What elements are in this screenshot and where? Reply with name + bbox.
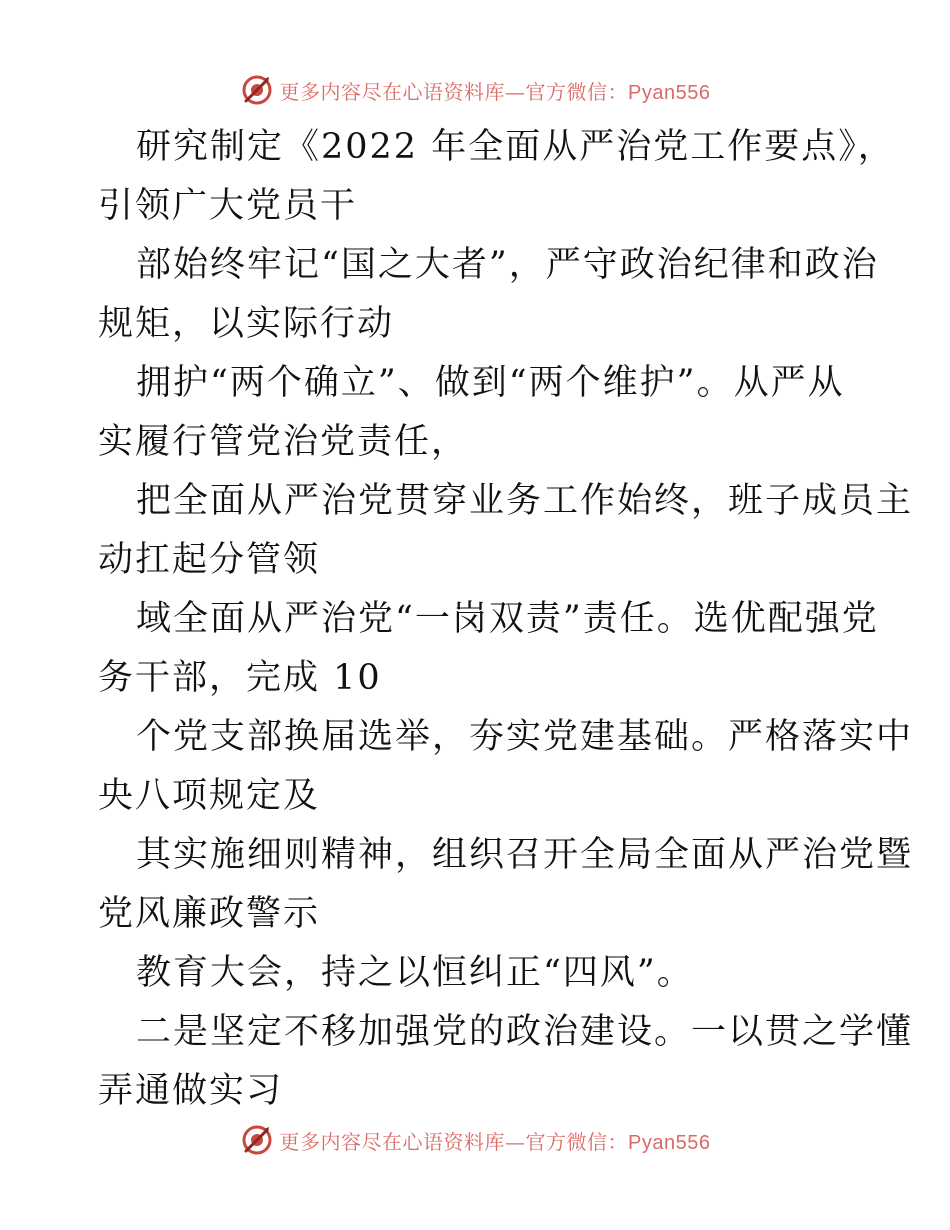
footer-banner-text [280,1126,711,1155]
body-line-14: 党风廉政警示 [98,894,321,934]
body-line-4: 规矩，以实际行动 [98,304,395,344]
body-line-11: 个党支部换届选举，夯实党建基础。严格落实中 [136,717,914,757]
body-line-12: 央八项规定及 [98,776,321,816]
body-line-2: 引领广大党员干 [98,186,358,226]
pen-logo-icon [240,1123,274,1157]
header-banner-text [280,76,711,105]
body-line-1: 研究制定《2022 年全面从严治党工作要点》， [136,127,895,167]
header-banner-inner [240,73,711,107]
footer-banner-cn: 更多内容尽在心语资料库—官方微信： [279,1129,629,1154]
body-line-15: 教育大会，持之以恒纠正“四风”。 [136,953,694,993]
body-line-7: 把全面从严治党贯穿业务工作始终，班子成员主 [136,481,914,521]
body-line-3: 部始终牢记“国之大者”，严守政治纪律和政治 [136,245,879,285]
body-line-8: 动扛起分管领 [98,540,321,580]
body-line-13: 其实施细则精神，组织召开全局全面从严治党暨 [136,835,914,875]
body-line-17: 弄通做实习 [98,1071,284,1111]
footer-banner-inner [240,1123,711,1157]
header-banner [0,70,950,110]
body-line-9: 域全面从严治党“一岗双责”责任。选优配强党 [136,599,879,639]
footer-banner-wechat-id: Pyan556 [628,1131,711,1154]
header-banner-wechat-id: Pyan556 [628,81,711,104]
header-banner-cn: 更多内容尽在心语资料库—官方微信： [279,79,629,104]
body-line-16: 二是坚定不移加强党的政治建设。一以贯之学懂 [136,1012,914,1052]
footer-banner [0,1120,950,1160]
body-line-5: 拥护“两个确立”、做到“两个维护”。从严从 [136,363,845,403]
body-line-6: 实履行管党治党责任， [98,422,469,462]
document-body [98,118,914,1121]
body-line-10: 务干部，完成 10 [98,658,382,698]
pen-logo-icon [240,73,274,107]
